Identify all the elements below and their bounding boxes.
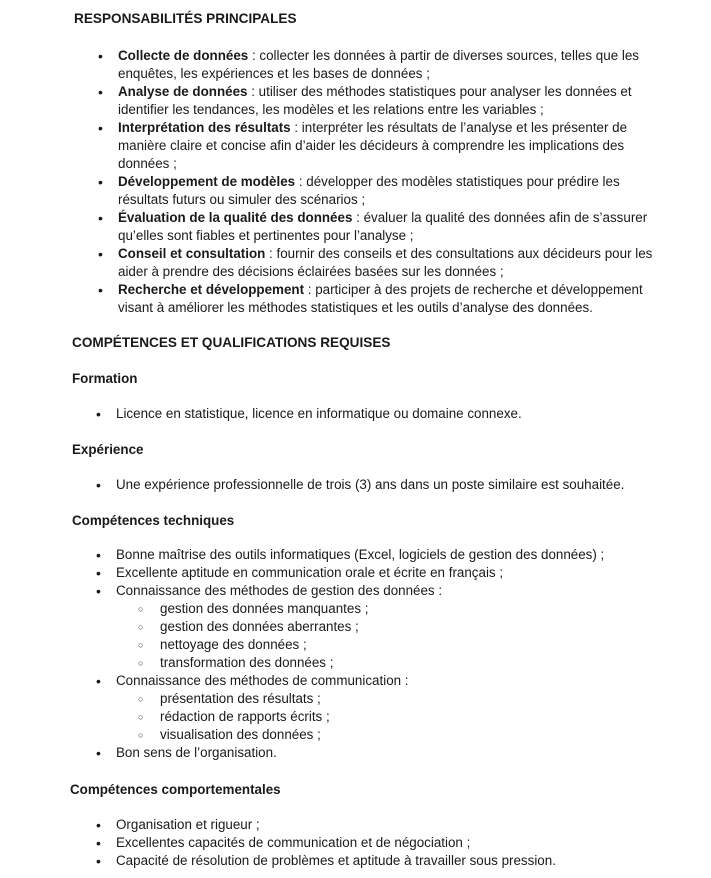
list-item: • Excellente aptitude en communication orale et écrite en français ; bbox=[96, 564, 686, 582]
list-item: • Bonne maîtrise des outils informatiques (Excel, logiciels de gestion des données) ; bbox=[96, 546, 686, 564]
sub-list-item: ○ nettoyage des données ; bbox=[116, 636, 686, 654]
comportementales-list bbox=[96, 816, 686, 870]
list-item: • Connaissance des méthodes de gestion des données : ○ gestion des données manquantes ; ○ gestion des données aberrantes ; ○ nettoyage des données ; ○ transformation des données ; bbox=[96, 582, 686, 672]
list-item: • Capacité de résolution de problèmes et aptitude à travailler sous pression. bbox=[96, 852, 686, 870]
sub-list-item: ○ gestion des données manquantes ; bbox=[116, 600, 686, 618]
techniques-list bbox=[96, 546, 686, 762]
gestion-sublist bbox=[116, 600, 686, 672]
list-item: • Développement de modèles : développer des modèles statistiques pour prédire les résultats futurs ou simuler des scénarios ; bbox=[98, 173, 658, 209]
subtitle-experience: Expérience bbox=[72, 442, 144, 457]
list-item: • Interprétation des résultats : interpréter les résultats de l’analyse et les présenter de manière claire et concise afin d’aider les décideurs à comprendre les implications des données ; bbox=[98, 119, 658, 173]
list-item: • Recherche et développement : participer à des projets de recherche et développement visant à améliorer les méthodes statistiques et les outils d’analyse des données. bbox=[98, 281, 658, 317]
sub-list-item: ○ transformation des données ; bbox=[116, 654, 686, 672]
list-item: • Licence en statistique, licence en informatique ou domaine connexe. bbox=[96, 405, 676, 423]
formation-list bbox=[96, 405, 676, 423]
sub-list-item: ○ gestion des données aberrantes ; bbox=[116, 618, 686, 636]
list-item: • Conseil et consultation : fournir des conseils et des consultations aux décideurs pour les aider à prendre des décisions éclairées basées sur les données ; bbox=[98, 245, 658, 281]
list-item: • Évaluation de la qualité des données : évaluer la qualité des données afin de s’assurer qu’elles sont fiables et pertinentes pour l’analyse ; bbox=[98, 209, 658, 245]
list-item: • Organisation et rigueur ; bbox=[96, 816, 686, 834]
sub-list-item: ○ visualisation des données ; bbox=[116, 726, 686, 744]
subtitle-techniques: Compétences techniques bbox=[72, 513, 235, 528]
list-item: • Une expérience professionnelle de trois (3) ans dans un poste similaire est souhaitée. bbox=[96, 476, 686, 494]
section-title-responsabilites: RESPONSABILITÉS PRINCIPALES bbox=[74, 11, 297, 26]
list-item: • Bon sens de l’organisation. bbox=[96, 744, 686, 762]
section-title-competences: COMPÉTENCES ET QUALIFICATIONS REQUISES bbox=[72, 335, 391, 350]
list-item: • Excellentes capacités de communication et de négociation ; bbox=[96, 834, 686, 852]
subtitle-comportementales: Compétences comportementales bbox=[70, 782, 281, 797]
responsabilites-list bbox=[98, 47, 658, 317]
sub-list-item: ○ présentation des résultats ; bbox=[116, 690, 686, 708]
communication-sublist bbox=[116, 690, 686, 744]
list-item: • Analyse de données : utiliser des méthodes statistiques pour analyser les données et identifier les tendances, les modèles et les relations entre les variables ; bbox=[98, 83, 658, 119]
experience-list bbox=[96, 476, 686, 494]
sub-list-item: ○ rédaction de rapports écrits ; bbox=[116, 708, 686, 726]
list-item: • Collecte de données : collecter les données à partir de diverses sources, telles que les enquêtes, les expériences et les bases de données ; bbox=[98, 47, 658, 83]
subtitle-formation: Formation bbox=[72, 371, 138, 386]
list-item: • Connaissance des méthodes de communication : ○ présentation des résultats ; ○ rédaction de rapports écrits ; ○ visualisation des données ; bbox=[96, 672, 686, 744]
